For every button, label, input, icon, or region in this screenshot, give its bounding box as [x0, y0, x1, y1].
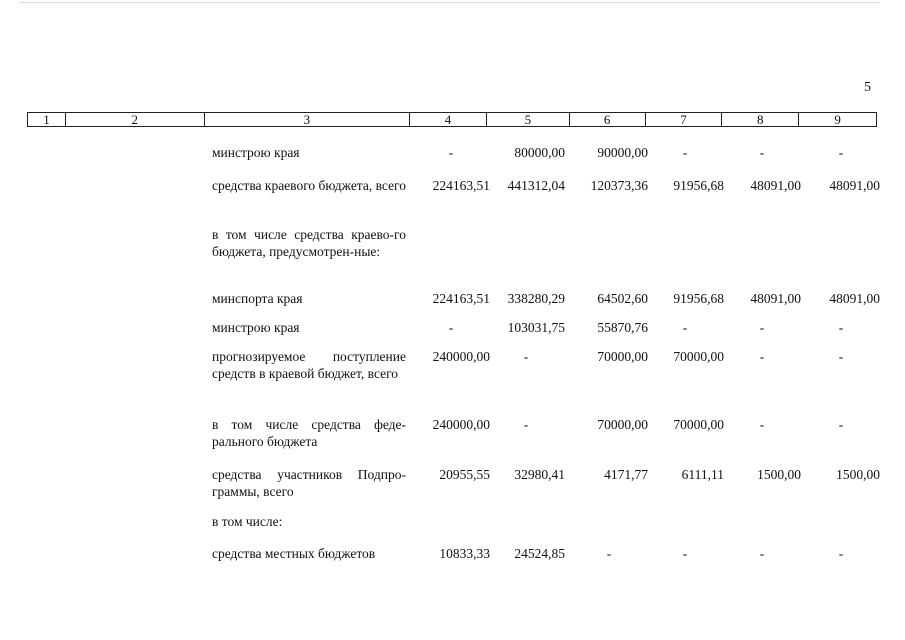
value-col-5: 338280,29	[507, 291, 565, 306]
value-col-7: -	[682, 320, 688, 335]
value-col-5: 24524,85	[514, 546, 565, 561]
header-col-8: 8	[722, 113, 799, 126]
value-col-5: 441312,04	[507, 178, 565, 193]
row-label: минстрою края	[212, 145, 300, 160]
value-col-9: 1500,00	[836, 467, 880, 482]
header-col-6: 6	[570, 113, 646, 126]
value-col-9: -	[838, 417, 844, 432]
row-label: минстрою края	[212, 320, 300, 335]
table-header-row	[27, 112, 877, 127]
value-col-8: 1500,00	[757, 467, 801, 482]
value-col-8: -	[759, 320, 765, 335]
value-col-4: 240000,00	[432, 417, 490, 432]
value-col-4: 224163,51	[432, 291, 490, 306]
value-col-4: 240000,00	[432, 349, 490, 364]
value-col-4: 20955,55	[439, 467, 490, 482]
value-col-7: 91956,68	[673, 291, 724, 306]
value-col-4: -	[448, 145, 454, 160]
row-label: прогнозируемое поступление средств в краевой бюджет, всего	[212, 349, 406, 381]
value-col-7: -	[682, 546, 688, 561]
value-col-8: -	[759, 145, 765, 160]
value-col-7: 70000,00	[673, 349, 724, 364]
value-col-9: 48091,00	[829, 291, 880, 306]
value-col-4: 10833,33	[439, 546, 490, 561]
value-col-6: 120373,36	[590, 178, 648, 193]
value-col-5: 80000,00	[514, 145, 565, 160]
value-col-8: 48091,00	[750, 178, 801, 193]
value-col-5: 103031,75	[507, 320, 565, 335]
header-col-4: 4	[410, 113, 487, 126]
value-col-5: -	[523, 417, 529, 432]
value-col-9: -	[838, 320, 844, 335]
header-col-3: 3	[205, 113, 411, 126]
value-col-5: 32980,41	[514, 467, 565, 482]
page-number: 5	[864, 80, 871, 95]
header-col-7: 7	[646, 113, 723, 126]
value-col-6: 4171,77	[604, 467, 648, 482]
value-col-7: 70000,00	[673, 417, 724, 432]
row-label: в том числе средства краево-го бюджета, предусмотрен-ные:	[212, 227, 406, 259]
header-col-5: 5	[487, 113, 570, 126]
value-col-7: -	[682, 145, 688, 160]
value-col-9: 48091,00	[829, 178, 880, 193]
row-label: средства участников Подпро-граммы, всего	[212, 467, 406, 499]
value-col-6: 90000,00	[597, 145, 648, 160]
value-col-8: -	[759, 417, 765, 432]
value-col-5: -	[523, 349, 529, 364]
value-col-9: -	[838, 145, 844, 160]
value-col-6: 70000,00	[597, 349, 648, 364]
value-col-4: 224163,51	[432, 178, 490, 193]
value-col-7: 6111,11	[681, 467, 724, 482]
value-col-8: 48091,00	[750, 291, 801, 306]
header-col-9: 9	[834, 112, 841, 127]
row-label: средства местных бюджетов	[212, 546, 376, 561]
value-col-6: 70000,00	[597, 417, 648, 432]
row-label: в том числе:	[212, 514, 283, 529]
row-label: в том числе средства феде-рального бюджета	[212, 417, 406, 449]
header-col-2: 2	[66, 113, 205, 126]
row-label: минспорта края	[212, 291, 303, 306]
value-col-8: -	[759, 546, 765, 561]
value-col-9: -	[838, 546, 844, 561]
value-col-7: 91956,68	[673, 178, 724, 193]
value-col-9: -	[838, 349, 844, 364]
value-col-6: 55870,76	[597, 320, 648, 335]
header-col-1: 1	[28, 113, 66, 126]
value-col-6: 64502,60	[597, 291, 648, 306]
value-col-8: -	[759, 349, 765, 364]
value-col-4: -	[448, 320, 454, 335]
row-label: средства краевого бюджета, всего	[212, 178, 407, 193]
value-col-6: -	[606, 546, 612, 561]
scan-noise-top	[20, 2, 880, 7]
